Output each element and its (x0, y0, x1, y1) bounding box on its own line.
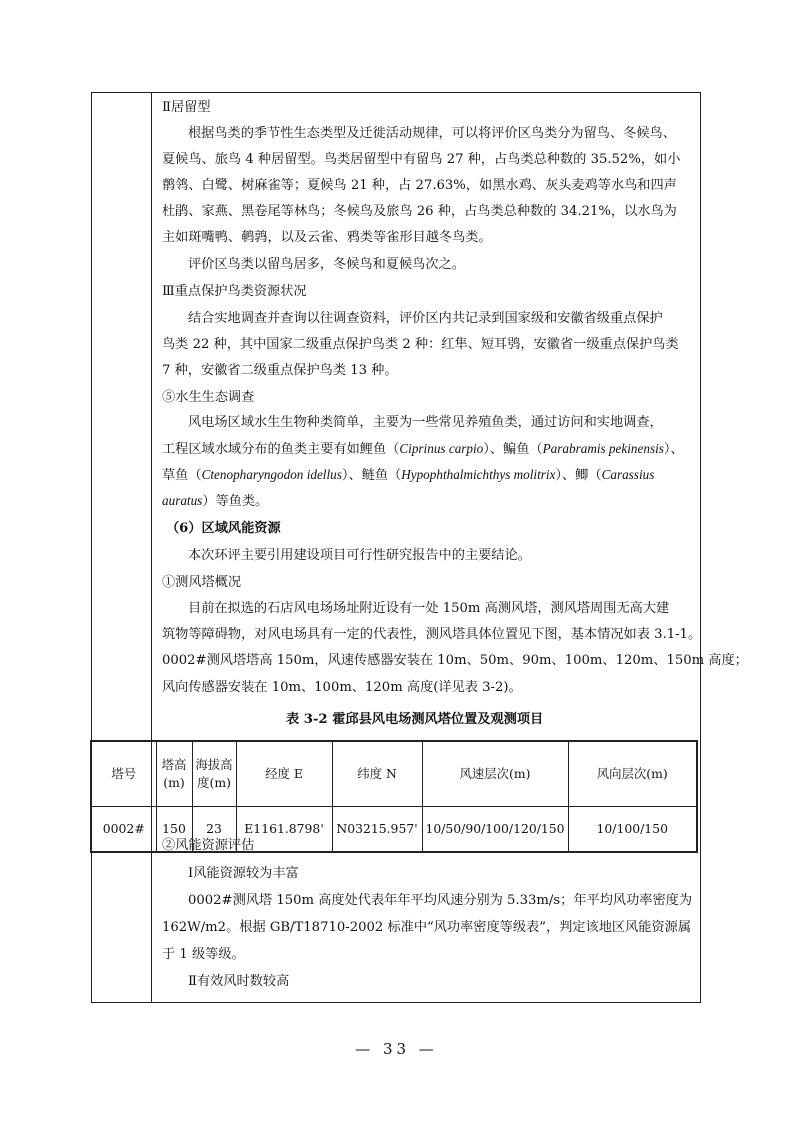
hours-heading: Ⅱ有效风时数较高 (188, 974, 290, 989)
table-header-row (91, 741, 697, 807)
paragraph-line: 鹡鸰、白鹭、树麻雀等；夏候鸟 21 种，占 27.63%，如黑水鸡、灰头麦鸡等水鸟和四声 (162, 178, 677, 193)
table-header-cell: 海拔高度(m) (192, 741, 236, 807)
paragraph-line: 杜鹃、家燕、黑卷尾等林鸟；冬候鸟及旅鸟 26 种，占鸟类总种数的 34.21%，以水鸟为 (162, 204, 677, 219)
table-header-cell: 经度 E (236, 741, 332, 807)
table-caption: 表 3-2 霍邱县风电场测风塔位置及观测项目 (286, 712, 544, 727)
eval-heading: ②风能资源评估 (162, 838, 255, 853)
table-cell: 10/50/90/100/120/150 (422, 807, 568, 853)
table-cell: E1161.8798' (236, 807, 332, 853)
paragraph-line: 0002#测风塔塔高 150m，风速传感器安装在 10m、50m、90m、100m、120m、150m 高度； (162, 653, 748, 668)
paragraph-line: 风向传感器安装在 10m、100m、120m 高度(详见表 3-2)。 (162, 680, 522, 695)
table-cell: 150 (156, 807, 192, 853)
table-cell: N03215.957' (332, 807, 422, 853)
fish-species-line: auratus）等鱼类。 (162, 493, 269, 509)
paragraph-line: 主如斑嘴鸭、鹌鹑，以及云雀、鸦类等雀形目越冬鸟类。 (162, 230, 492, 245)
left-label-column (92, 93, 152, 1002)
residence-heading: Ⅱ居留型 (162, 100, 211, 115)
paragraph-line: 根据鸟类的季节性生态类型及迁徙活动规律，可以将评价区鸟类分为留鸟、冬候鸟、 (188, 126, 676, 141)
table-row (91, 807, 697, 853)
paragraph-line: 筑物等障碍物，对风电场具有一定的代表性，测风塔具体位置见下图，基本情况如表 3.1-1。 (162, 627, 702, 642)
paragraph-line: 结合实地调查并查询以往调查资料，评价区内共记录到国家级和安徽省级重点保护 (188, 311, 663, 326)
paragraph-line: 夏候鸟、旅鸟 4 种居留型。鸟类居留型中有留鸟 27 种，占鸟类总种数的 35.52%，如小 (162, 152, 681, 167)
paragraph-line: 0002#测风塔 150m 高度处代表年年平均风速分别为 5.33m/s；年平均风功率密度为 (188, 893, 693, 908)
table-header-cell: 塔高(m) (156, 741, 192, 807)
table-header-cell: 塔号 (91, 741, 156, 807)
wind-resource-heading: （6）区域风能资源 (166, 521, 281, 536)
paragraph-line: 162W/m2。根据 GB/T18710-2002 标准中“风功率密度等级表”，判定该地区风能资源属 (162, 920, 692, 935)
paragraph-line: 于 1 级等级。 (162, 947, 245, 962)
tower-table (90, 740, 698, 853)
page-frame (91, 92, 748, 1003)
paragraph-line: 鸟类 22 种，其中国家二级重点保护鸟类 2 种：红隼、短耳鸮，安徽省一级重点保护鸟类 (162, 337, 679, 352)
aquatic-heading: ⑤水生生态调查 (162, 390, 255, 405)
fish-species-line: 工程区域水域分布的鱼类主要有如鲤鱼（Ciprinus carpio）、鳊鱼（Parabramis pekinensis）、 (162, 441, 684, 457)
tower-heading: ①测风塔概况 (162, 575, 242, 590)
wind-intro: 本次环评主要引用建设项目可行性研究报告中的主要结论。 (188, 548, 531, 563)
table-header-cell: 纬度 N (332, 741, 422, 807)
rich-heading: Ⅰ风能资源较为丰富 (188, 866, 299, 881)
table-cell: 23 (192, 807, 236, 853)
table-cell: 10/100/150 (568, 807, 697, 853)
paragraph-line: 7 种，安徽省二级重点保护鸟类 13 种。 (162, 363, 398, 378)
paragraph-line: 风电场区域水生生物种类简单，主要为一些常见养殖鱼类，通过访问和实地调查， (188, 415, 663, 430)
paragraph-line: 目前在拟选的石店风电场场址附近设有一处 150m 高测风塔，测风塔周围无高大建 (188, 601, 670, 616)
table-header-cell: 风速层次(m) (422, 741, 568, 807)
residence-summary: 评价区鸟类以留鸟居多，冬候鸟和夏候鸟次之。 (188, 257, 465, 272)
fish-species-line: 草鱼（Ctenopharyngodon idellus）、鲢鱼（Hypophthalmichthys molitrix）、鲫（Carassius (162, 467, 655, 483)
table-header-cell: 风向层次(m) (568, 741, 697, 807)
table-cell: 0002# (91, 807, 156, 853)
protected-heading: Ⅲ重点保护鸟类资源状况 (162, 284, 307, 299)
page-number: — 33 — (355, 1040, 438, 1058)
